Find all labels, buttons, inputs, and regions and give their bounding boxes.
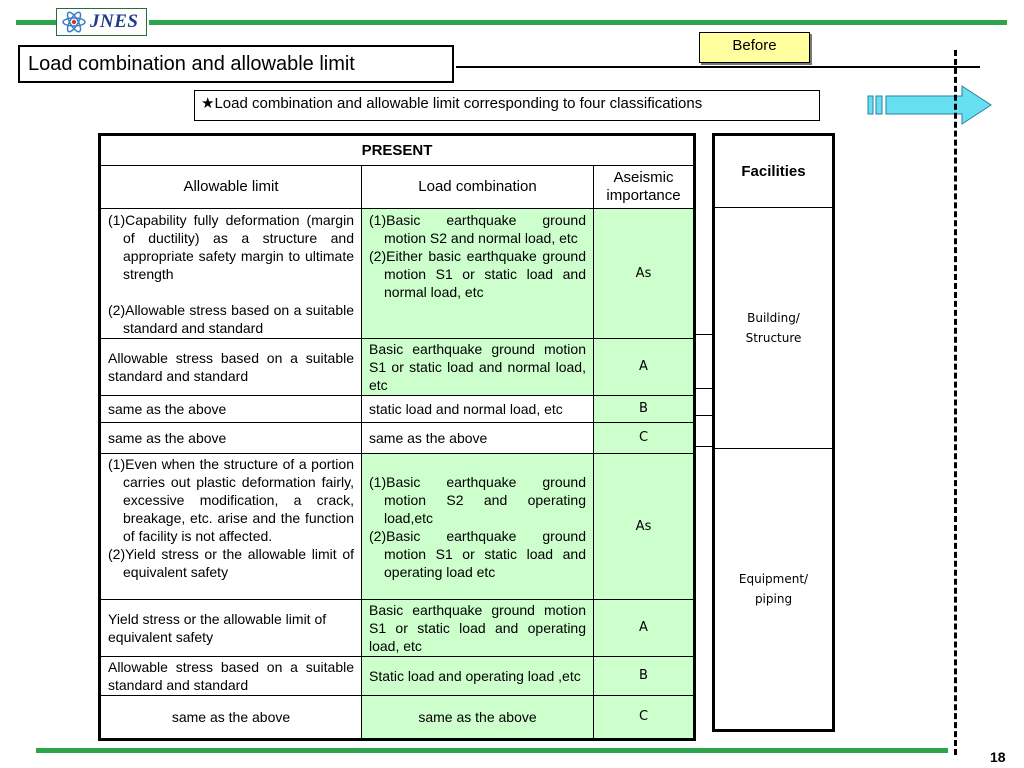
- class-cell: A: [594, 600, 695, 657]
- load-cell: Basic earthquake ground motion S1 or static load and operating load, etc: [362, 600, 594, 657]
- present-header: PRESENT: [100, 135, 695, 166]
- class-cell: C: [594, 696, 695, 740]
- title-underline: [456, 66, 980, 68]
- limit-cell: [100, 454, 362, 600]
- limit-cell: Allowable stress based on a suitable standard and standard: [100, 339, 362, 396]
- class-cell: As: [594, 209, 695, 339]
- limit-item: (2)Allowable stress based on a suitable standard and standard: [108, 302, 354, 336]
- gutter-cell: [694, 335, 712, 389]
- jnes-logo: [56, 8, 147, 36]
- load-combination-header: Load combination: [362, 166, 594, 209]
- limit-cell: Yield stress or the allowable limit of equivalent safety: [100, 600, 362, 657]
- top-green-bar-left: [16, 20, 56, 25]
- class-cell: B: [594, 657, 695, 696]
- page-number: 18: [990, 749, 1006, 765]
- gutter-cell: [694, 389, 712, 416]
- load-cell: same as the above: [362, 423, 594, 454]
- atom-logo-icon: [61, 11, 87, 33]
- load-cell: static load and normal load, etc: [362, 396, 594, 423]
- page-title: Load combination and allowable limit: [18, 45, 454, 83]
- load-cell: Static load and operating load ,etc: [362, 657, 594, 696]
- load-cell: Basic earthquake ground motion S1 or static load and normal load, etc: [362, 339, 594, 396]
- gutter-cell: [694, 206, 712, 335]
- facility-equipment-line: Equipment/: [738, 572, 809, 586]
- limit-item: (1)Even when the structure of a portion carries out plastic deformation fairly, excessive modification, a crack, breakage, etc. arise and the function of facility is not affected.: [108, 456, 354, 544]
- class-cell: As: [594, 454, 695, 600]
- facilities-header: Facilities: [714, 135, 834, 208]
- present-table: [98, 133, 696, 741]
- limit-item: (1)Capability fully deformation (margin of ductility) as a structure and appropriate safety margin to ultimate strength: [108, 212, 354, 282]
- limit-cell: [100, 209, 362, 339]
- facility-building-line: Structure: [745, 331, 802, 345]
- load-item: (2)Either basic earthquake ground motion S1 or static load and normal load, etc: [369, 248, 586, 300]
- bottom-green-bar: [36, 748, 948, 753]
- facility-building-line: Building/: [747, 311, 800, 325]
- facility-equipment-line: piping: [754, 592, 793, 606]
- right-arrow-icon: [866, 84, 994, 126]
- class-cell: B: [594, 396, 695, 423]
- dashed-divider: [954, 50, 957, 755]
- logo-text: JNES: [90, 11, 139, 32]
- limit-cell: same as the above: [100, 396, 362, 423]
- limit-cell: Allowable stress based on a suitable standard and standard: [100, 657, 362, 696]
- load-cell: [362, 209, 594, 339]
- facility-building: [714, 208, 834, 449]
- facility-equipment: [714, 449, 834, 731]
- subtitle-box: ★Load combination and allowable limit corresponding to four classifications: [194, 90, 820, 121]
- limit-item: (2)Yield stress or the allowable limit of equivalent safety: [108, 546, 354, 580]
- aseismic-importance-header: Aseismic importance: [594, 166, 695, 209]
- limit-cell: same as the above: [100, 696, 362, 740]
- load-item: (1)Basic earthquake ground motion S2 and normal load, etc: [369, 212, 586, 246]
- limit-cell: same as the above: [100, 423, 362, 454]
- before-badge: Before: [699, 32, 810, 63]
- load-cell: same as the above: [362, 696, 594, 740]
- gutter-cell: [694, 416, 712, 447]
- allowable-limit-header: Allowable limit: [100, 166, 362, 209]
- class-cell: A: [594, 339, 695, 396]
- load-cell: [362, 454, 594, 600]
- class-cell: C: [594, 423, 695, 454]
- load-item: (1)Basic earthquake ground motion S2 and operating load,etc: [369, 473, 586, 526]
- top-green-bar-right: [149, 20, 1007, 25]
- load-item: (2)Basic earthquake ground motion S1 or static load and operating load etc: [369, 527, 586, 580]
- facilities-table: [712, 133, 835, 732]
